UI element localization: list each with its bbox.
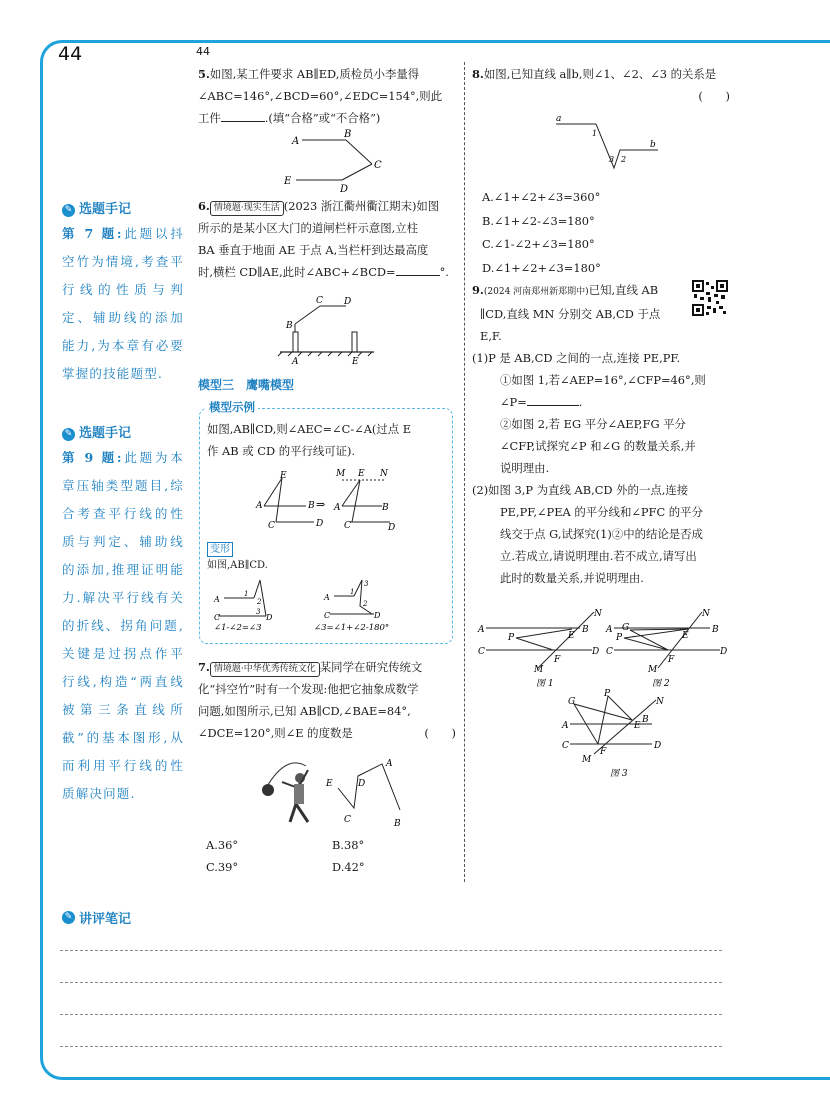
model-variant: 变形 如图,AB∥CD. bbox=[207, 544, 268, 571]
svg-text:B: B bbox=[394, 819, 401, 829]
svg-text:C: C bbox=[606, 647, 613, 657]
option-c[interactable]: C.∠1-∠2+∠3=180° bbox=[482, 237, 595, 251]
model-example-label: 模型示例 bbox=[206, 400, 258, 414]
answer-blank[interactable] bbox=[527, 393, 579, 406]
svg-text:E: E bbox=[568, 631, 575, 641]
svg-text:b: b bbox=[650, 140, 656, 150]
svg-text:N: N bbox=[656, 697, 664, 707]
svg-text:A: A bbox=[606, 625, 613, 635]
svg-text:E: E bbox=[352, 357, 359, 367]
svg-text:D: D bbox=[654, 741, 662, 751]
svg-text:2: 2 bbox=[621, 155, 627, 164]
svg-text:N: N bbox=[380, 469, 388, 479]
svg-text:E: E bbox=[326, 779, 333, 789]
svg-text:E: E bbox=[634, 721, 641, 731]
option-a[interactable]: A.36° bbox=[206, 838, 239, 852]
svg-text:C: C bbox=[214, 613, 221, 622]
svg-text:3: 3 bbox=[256, 608, 261, 616]
diabolo-player-illustration bbox=[256, 752, 326, 830]
q5-figure bbox=[280, 128, 400, 194]
svg-text:1: 1 bbox=[592, 129, 598, 138]
svg-text:D: D bbox=[344, 297, 352, 307]
note-line[interactable] bbox=[60, 982, 722, 983]
question-5: 5.如图,某工件要求 AB∥ED,质检员小李量得 ∠ABC=146°,∠BCD=60°,∠EDC=154°,则此 工件 .(填“合格”或“不合格”) bbox=[198, 67, 443, 125]
svg-text:G: G bbox=[568, 697, 576, 707]
question-6: 6. 情境题·现实生活 (2023 浙江衢州衢江期末)如图 所示的是某小区大门的道闸栏杆示意图,立柱 BA 垂直于地面 AE 于点 A,当栏杆到达最高度 时,横栏 CD∥AE,此时∠ABC+∠BCD= °. bbox=[198, 199, 449, 279]
svg-text:⇒: ⇒ bbox=[316, 498, 326, 511]
svg-text:图 3: 图 3 bbox=[610, 769, 628, 779]
answer-parentheses[interactable]: ( ) bbox=[424, 726, 456, 740]
sidebar-note-body: 第 9 题:此题为本章压轴类型题目,综合考查平行线的性质与判定、辅助线的添加,推理证明能力.解决平行线有关的折线、拐角问题,关键是过拐点作平行线,构造“两直线被第三条直线所截”的基本图形,从而利用平行线的性质解决问题. bbox=[62, 450, 184, 801]
svg-text:B: B bbox=[642, 715, 649, 725]
question-tag: 情境题·现实生活 bbox=[210, 201, 284, 216]
svg-text:F: F bbox=[668, 655, 675, 665]
svg-text:C: C bbox=[344, 815, 351, 825]
svg-text:C: C bbox=[478, 647, 485, 657]
option-c[interactable]: C.39° bbox=[206, 860, 239, 874]
svg-text:∠1-∠2=∠3: ∠1-∠2=∠3 bbox=[214, 623, 262, 633]
q8-options bbox=[482, 186, 732, 280]
svg-text:B: B bbox=[286, 321, 293, 331]
pencil-icon: ✎ bbox=[62, 428, 75, 441]
svg-text:C: C bbox=[344, 521, 351, 531]
svg-text:B: B bbox=[712, 625, 719, 635]
q7-figure bbox=[324, 756, 410, 838]
svg-text:C: C bbox=[268, 521, 275, 531]
note-line[interactable] bbox=[60, 950, 722, 951]
svg-text:C: C bbox=[324, 611, 331, 620]
sidebar-note-title: ✎ 选题手记 bbox=[62, 200, 184, 220]
model-description: 如图,AB∥CD,则∠AEC=∠C-∠A(过点 E 作 AB 或 CD 的平行线可证). bbox=[207, 422, 412, 458]
svg-text:A: A bbox=[478, 625, 485, 635]
column-divider bbox=[464, 62, 465, 882]
svg-text:A: A bbox=[256, 501, 263, 511]
svg-text:图 1: 图 1 bbox=[536, 679, 554, 689]
q9-figure-1 bbox=[476, 608, 600, 688]
page-number: 44 bbox=[58, 43, 83, 65]
svg-text:D: D bbox=[592, 647, 600, 657]
svg-text:E: E bbox=[284, 176, 292, 187]
sidebar-note-body: 第 7 题:此题以抖空竹为情境,考查平行线的性质与判定、辅助线的添加能力,为本章有必要掌握的技能题型. bbox=[62, 226, 184, 381]
q8-figure bbox=[552, 112, 664, 174]
svg-text:P: P bbox=[508, 633, 515, 643]
svg-text:P: P bbox=[604, 689, 611, 699]
svg-text:F: F bbox=[600, 747, 607, 757]
answer-blank[interactable] bbox=[396, 263, 440, 276]
question-9: 9.(2024 河南郑州新郑期中)已知,直线 AB ∥CD,直线 MN 分别交 AB,CD 于点 E,F. (1)P 是 AB,CD 之间的一点,连接 PE,PF. ①如图 1,若∠AEP=16°,∠CFP=46°,则 ∠P= . ②如图 2,若 EG 平分∠AEP,FG 平分 ∠CFP,试探究∠P 和∠G 的数量关系,并 说明理由. (2)如图 3,P 为直线 AB,CD 外的一点,连接 PE,PF,∠PEA 的平分线和∠PFC 的平分 线交于点 G,试探究(1)②中的结论是否成 立.若成立,请说明理由.若不成立,请写出 此时的数量关系,并说明理由. bbox=[472, 283, 706, 585]
model-variant-figures bbox=[214, 576, 434, 634]
svg-text:∠3=∠1+∠2-180°: ∠3=∠1+∠2-180° bbox=[314, 623, 390, 633]
svg-text:E: E bbox=[280, 471, 287, 481]
svg-text:C: C bbox=[374, 160, 382, 171]
svg-text:A: A bbox=[562, 721, 569, 731]
svg-text:B: B bbox=[344, 129, 352, 140]
note-line[interactable] bbox=[60, 1046, 722, 1047]
svg-text:D: D bbox=[374, 611, 381, 620]
svg-text:A: A bbox=[386, 759, 393, 769]
question-7: 7. 情境题·中华优秀传统文化 某同学在研究传统文 化“抖空竹”时有一个发现:他把它抽象成数学 问题,如图所示,已知 AB∥CD,∠BAE=84°, ∠DCE=120°,则∠E 的度数是 ( ) bbox=[198, 656, 456, 744]
page-number-small: 44 bbox=[196, 45, 210, 58]
svg-text:图 2: 图 2 bbox=[652, 679, 670, 689]
svg-text:D: D bbox=[358, 779, 366, 789]
svg-text:G: G bbox=[622, 623, 630, 633]
option-a[interactable]: A.∠1+∠2+∠3=360° bbox=[482, 190, 601, 204]
svg-text:2: 2 bbox=[257, 598, 262, 606]
notes-icon: ✎ bbox=[62, 911, 75, 924]
svg-text:1: 1 bbox=[350, 588, 355, 596]
qr-code[interactable] bbox=[692, 280, 728, 316]
svg-text:M: M bbox=[534, 665, 544, 675]
svg-text:2: 2 bbox=[363, 600, 368, 608]
question-tag: 情境题·中华优秀传统文化 bbox=[210, 662, 320, 677]
svg-text:D: D bbox=[720, 647, 728, 657]
pencil-icon: ✎ bbox=[62, 204, 75, 217]
option-d[interactable]: D.∠1+∠2+∠3=180° bbox=[482, 260, 601, 275]
model-title: 模型三 鹰嘴模型 bbox=[198, 378, 295, 392]
sidebar-note-title: ✎ 选题手记 bbox=[62, 424, 184, 444]
model-figure bbox=[254, 466, 396, 533]
q7-options bbox=[206, 834, 446, 878]
svg-text:D: D bbox=[340, 184, 349, 195]
svg-text:N: N bbox=[594, 609, 602, 619]
sidebar-note-q7 bbox=[62, 200, 184, 388]
q9-figure-2 bbox=[604, 608, 728, 688]
svg-text:B: B bbox=[582, 625, 589, 635]
svg-text:3: 3 bbox=[609, 155, 615, 164]
svg-text:A: A bbox=[292, 136, 300, 147]
svg-text:E: E bbox=[358, 469, 365, 479]
svg-text:C: C bbox=[316, 296, 323, 306]
note-line[interactable] bbox=[60, 1014, 722, 1015]
q6-figure bbox=[278, 296, 378, 366]
svg-text:B: B bbox=[308, 501, 315, 511]
svg-text:F: F bbox=[554, 655, 561, 665]
svg-text:M: M bbox=[582, 755, 592, 765]
option-b[interactable]: B.38° bbox=[332, 838, 365, 852]
svg-text:1: 1 bbox=[244, 590, 249, 598]
svg-text:D: D bbox=[266, 613, 273, 622]
svg-text:C: C bbox=[562, 741, 569, 751]
option-b[interactable]: B.∠1+∠2-∠3=180° bbox=[482, 213, 595, 228]
sidebar-note-q9 bbox=[62, 424, 184, 808]
answer-blank[interactable] bbox=[221, 109, 265, 122]
svg-text:B: B bbox=[382, 503, 389, 513]
svg-text:N: N bbox=[702, 609, 710, 619]
svg-text:D: D bbox=[316, 519, 324, 529]
svg-text:A: A bbox=[214, 595, 220, 604]
svg-text:3: 3 bbox=[364, 580, 369, 588]
notes-title: ✎ 讲评笔记 bbox=[62, 908, 131, 927]
q9-figure-3 bbox=[556, 690, 686, 780]
svg-text:P: P bbox=[616, 633, 623, 643]
option-d[interactable]: D.42° bbox=[332, 860, 365, 874]
svg-text:A: A bbox=[324, 593, 330, 602]
svg-text:E: E bbox=[682, 631, 689, 641]
svg-text:M: M bbox=[336, 469, 346, 479]
answer-parentheses[interactable]: ( ) bbox=[698, 89, 730, 103]
svg-text:a: a bbox=[556, 114, 562, 124]
svg-text:D: D bbox=[388, 523, 396, 533]
svg-text:A: A bbox=[292, 357, 299, 367]
svg-text:A: A bbox=[334, 503, 341, 513]
svg-text:M: M bbox=[648, 665, 658, 675]
question-8: 8.如图,已知直线 a∥b,则∠1、∠2、∠3 的关系是 ( ) bbox=[472, 67, 730, 103]
